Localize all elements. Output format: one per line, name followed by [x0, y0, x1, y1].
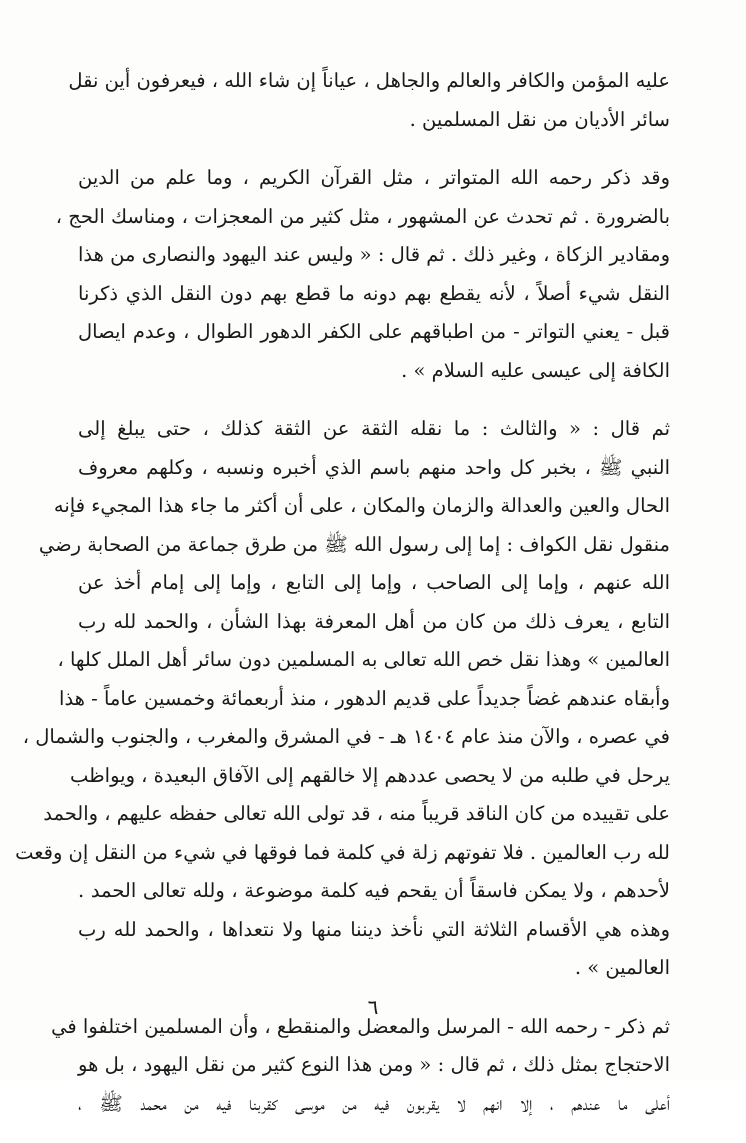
text-line: العالمين » . [574, 956, 670, 979]
text-line: لأحدهم ، ولا يمكن فاسقاً أن يقحم فيه كلمة موضوعة ، ولله تعالى الحمد . [78, 879, 670, 902]
text-line: العالمين » وهذا نقل خص الله تعالى به المسلمين دون سائر أهل الملل كلها ، [57, 648, 670, 671]
text-line: النقل شيء أصلاً ، لأنه يقطع بهم دونه ما قطع بهم دون النقل الذي ذكرنا [78, 281, 670, 305]
paragraph-1 [68, 62, 670, 139]
text-line: ثم قال : « والثالث : ما نقله الثقة عن الثقة كذلك ، حتى يبلغ إلى [78, 417, 670, 440]
paragraph-4 [51, 1008, 670, 1124]
text-line: الله عنهم ، وإما إلى الصاحب ، وإما إلى التابع ، وإما إلى إمام أخذ عن [78, 571, 670, 594]
text-line: وقد ذكر رحمه الله المتواتر ، مثل القرآن الكريم ، وما علم من الدين [78, 166, 670, 189]
text-line: بالضرورة . ثم تحدث عن المشهور ، مثل كثير من المعجزات ، ومناسك الحج ، [55, 204, 670, 228]
text-line: ومقادير الزكاة ، وغير ذلك . ثم قال : « وليس عند اليهود والنصارى من هذا [78, 243, 670, 266]
text-line: قبل - يعني التواتر - من اطباقهم على الكفر الدهور الطوال ، وعدم ايصال [78, 320, 670, 343]
body-text [15, 62, 670, 1143]
text-line: على تقييده من كان الناقد قريباً منه ، قد تولى الله تعالى حفظه عليهم ، والحمد [43, 802, 670, 825]
text-line: الحال والعين والعدالة والزمان والمكان ، على أن أكثر ما جاء هذا المجيء فإنه [53, 494, 670, 517]
text-line: في عصره ، والآن منذ عام ١٤٠٤ هـ - في المشرق والمغرب ، والجنوب والشمال ، [22, 725, 670, 748]
paragraph-3 [15, 410, 670, 988]
text-line: أعلى ما عندهم ، إلا انهم لا يقربون فيه من موسى كقربنا فيه من محمد ﷺ ، [78, 1091, 670, 1115]
text-line: وهذه هي الأقسام الثلاثة التي نأخذ ديننا منها ولا نتعداها ، والحمد لله رب [78, 917, 670, 941]
text-line: الاحتجاج بمثل ذلك ، ثم قال : « ومن هذا النوع كثير من نقل اليهود ، بل هو [78, 1053, 670, 1076]
text-line: عليه المؤمن والكافر والعالم والجاهل ، عياناً إن شاء الله ، فيعرفون أين نقل [68, 69, 670, 92]
page-number: ٦ [367, 995, 379, 1019]
text-line: النبي ﷺ ، بخبر كل واحد منهم باسم الذي أخبره ونسبه ، وكلهم معروف [78, 455, 670, 479]
paragraph-2 [55, 159, 670, 390]
text-line: لله رب العالمين . فلا تفوتهم زلة في كلمة فما فوقها في شيء من النقل إن وقعت [15, 840, 670, 864]
text-line: التابع ، يعرف ذلك من كان من أهل المعرفة بهذا الشأن ، والحمد لله رب [78, 609, 670, 633]
text-line: وأبقاه عندهم غضاً جديداً على قديم الدهور ، منذ أربعمائة وخمسين عاماً - هذا [59, 686, 670, 710]
text-line: منقول نقل الكواف : إما إلى رسول الله ﷺ من طرق جماعة من الصحابة رضي [38, 532, 670, 556]
text-line: سائر الأديان من نقل المسلمين . [409, 107, 670, 131]
text-line: الكافة إلى عيسى عليه السلام » . [401, 358, 670, 382]
text-line: يرحل في طلبه من لا يحصى عددهم إلا خالقهم إلى الآفاق البعيدة ، ويواظب [69, 763, 670, 787]
text-line: ثم ذكر - رحمه الله - المرسل والمعضل والمنقطع ، وأن المسلمين اختلفوا في [51, 1014, 670, 1038]
